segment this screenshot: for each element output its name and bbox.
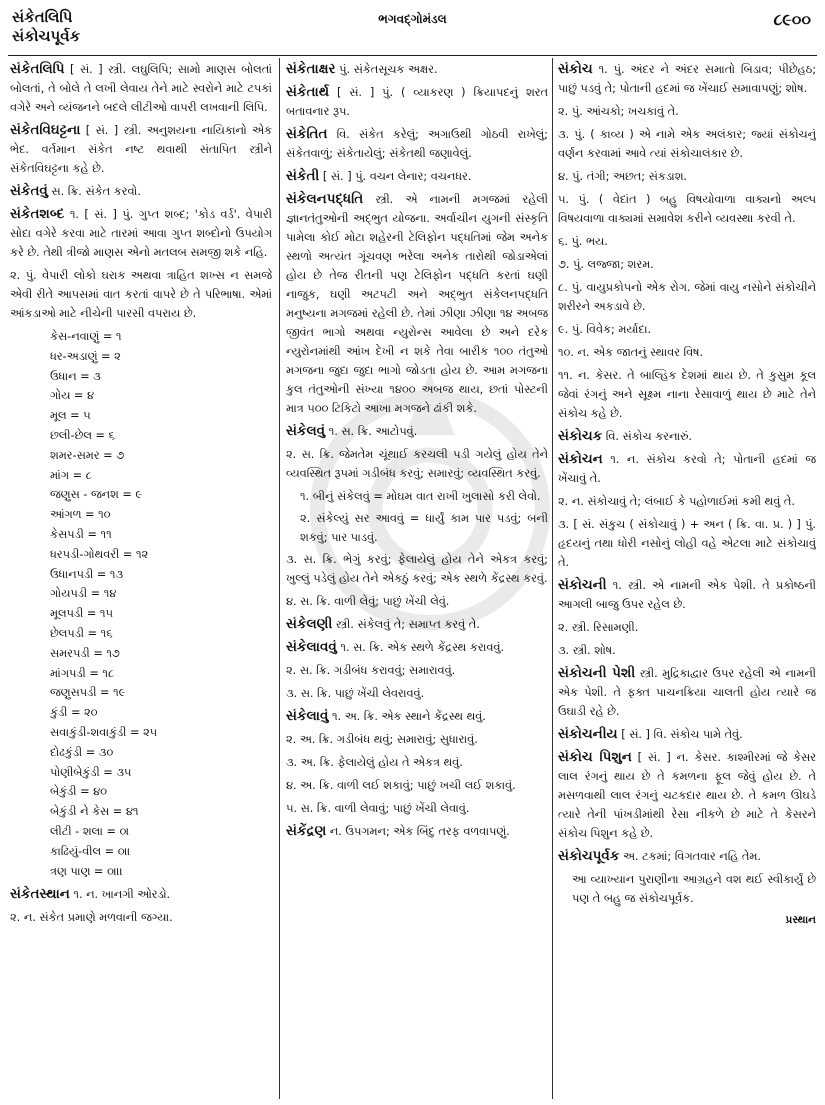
dictionary-entry [286, 190, 548, 418]
definition-text: ૬. પું. ભય. [558, 235, 608, 248]
table-row: કેસપડી = ૧૧ [50, 527, 112, 541]
headword: સંકોચનીય [558, 726, 618, 742]
header-rule [8, 55, 817, 56]
headword: સંકેતસ્થાન [10, 886, 70, 903]
definition-text: [ સં. ] સ્ત્રી. લઘુલિપિ; સામો માણસ બોલતાં બોલતાં, તે બોલે તે લખી લેવાય તેને માટે સ્વરોને માટે ટપકાં વગેરે અને વ્યંજનને બદલે લીટીઓ વાપરી લખવાની લિપિ. [10, 63, 272, 114]
dictionary-entry [558, 450, 816, 488]
definition-text: ૩. સ્ત્રી. શોષ. [558, 644, 616, 657]
definition-text: ૪. પું. તંગી; અછત; સંકડાશ. [558, 170, 687, 183]
definition-text: ૩. અ. ક્રિ. ફેલાયેલું હોય તે એકત્ર થવું. [286, 756, 463, 769]
headword: સંકેતલિપિ [10, 61, 65, 77]
dictionary-entry [558, 167, 816, 186]
table-row: મૂલ = ૫ [50, 409, 91, 423]
dictionary-entry [558, 255, 816, 274]
table-row: કુંડી = ૨૦ [50, 706, 98, 720]
headword: સંકેતાક્ષર [286, 61, 336, 77]
headword: સંકોચની [558, 577, 607, 593]
table-row: છેલપડી = ૧૬ [50, 626, 113, 640]
table-row: ઉધાન = ૩ [50, 369, 101, 383]
column-2 [286, 60, 548, 1097]
dictionary-entry [286, 707, 548, 726]
dictionary-entry [558, 748, 816, 843]
dictionary-entry [558, 232, 816, 251]
table-row: માંગ = ૮ [50, 468, 92, 482]
definition-text: ૫. પું. ( વેદાંત ) બહુ વિષયોવાળા વાક્યનો અલ્પ વિષયવાળા વાક્યમાં સમાવેશ કરીને વ્યવસ્થા કરવી તે. [558, 193, 816, 225]
dictionary-entry [286, 445, 548, 483]
headword: સંકેલનપદ્ધતિ [286, 191, 364, 207]
dictionary-entry [558, 618, 816, 637]
definition-text: ૨. સ્ત્રી. રિસામણી. [558, 621, 639, 634]
definition-text: ૧. ન. ખાનગી ઓરડો. [73, 888, 171, 902]
headword: સંકોચક [558, 428, 603, 444]
definition-text: ૨. ન. સંકેત પ્રમાણે મળવાની જગ્યા. [10, 911, 173, 925]
definition-text: સ્ત્રી. એ નામની મગજમાં રહેલી જ્ઞાનતંતુઓની અદ્ભુત યોજના. અર્વાચીન યુગની સંસ્કૃતિ પામેલા કોઈ મોટા શહેરની ટેલિફોન પદ્ધતિમાં જેમ અનેક સ્થળો અત્યંત ગૂંચવણ ભરેલા અનેક તારોથી જોડાએલાં હોય છે તેજ રીતની પણ ટેલિફોન પદ્ધતિ કરતાં ઘણી નાજુક, ઘણી અટપટી અને અદ્ભુત સંકેલનપદ્ધતિ મનુષ્યના મગજમાં રહેલી છે. તેમાં ઝીણા ઝીણા ૧૪ અબજ જીવંત ભાગો અથવા ન્યુરોન્સ આવેલા છે અને દરેક ન્યુરોનમાંથી આંખ દેખી ન શકે તેવા બારીક ૧૦૦ તંતુઓ મગજના જુદા જુદા ભાગો જોડતા હોય છે. આમ મગજના કુલ તંતુઓની સંખ્યા ૧૪૦૦ અબજ થાય, છતાં પોસ્ટની માત્ર ૫૦૦ ટિકિટો આખા મગજને ઢાંકી શકે. [286, 193, 548, 415]
table-row: જણુસપડી = ૧૯ [50, 686, 126, 700]
table-row: ઉધાનપડી = ૧૩ [50, 567, 123, 581]
dictionary-entry [558, 515, 816, 572]
definition-text: સ. ક્રિ. સંકેત કરવો. [51, 185, 141, 198]
definition-text: સ્ત્રી. મુદ્રિકાદ્વાર ઉપર રહેલી એ નામની એક પેશી. તે ફક્ત પાચનક્રિયા ચાલતી હોય ત્યારે જ ઉઘાડી રહે છે. [558, 667, 816, 718]
headword: સંકોચપૂર્વક [558, 848, 620, 864]
dictionary-entry [558, 847, 816, 866]
dictionary-entry [558, 60, 816, 98]
dictionary-entry [286, 422, 548, 441]
dictionary-entry [558, 278, 816, 316]
definition-text: ૧. બીનું સંકેલવું = મોઘમ વાત રાખી ખુલાસો કરી લેવો. [300, 490, 541, 503]
definition-text: ૧૦. ન. એક જાતનું સ્થાવર વિષ. [558, 346, 704, 359]
table-row: માંગપડી = ૧૮ [50, 666, 115, 680]
table-row: કેસ-નવાણું = ૧ [50, 330, 122, 343]
dictionary-entry [286, 776, 548, 795]
dictionary-entry [286, 799, 548, 818]
headword: સંકેલવું [286, 423, 326, 439]
headword: સંકેતવિઘટ્ટના [10, 122, 81, 138]
dictionary-entry [300, 487, 548, 506]
table-row: બેકુંડી = ૪૦ [50, 785, 107, 799]
definition-text: ૨. સ. ક્રિ. જેમતેમ ચૂંથાઈ કરચલી પડી ગયેલું હોય તેને વ્યવસ્થિત રૂપમાં ગડીબંધ કરવું; સમારવું; વ્યવસ્થિત કરવું. [286, 448, 548, 480]
definition-text: [ સં. ] પું. ( વ્યાકરણ ) ક્રિયાપદનું શરત બતાવનાર રૂપ. [286, 86, 548, 118]
dictionary-entry [10, 121, 272, 178]
dictionary-entry [558, 190, 816, 228]
source-citation: પ્રસ્થાન [785, 914, 816, 926]
table-row: શમર-સમર = ૭ [50, 448, 125, 462]
definition-text: ૧. અ. ક્રિ. એક સ્થાને કેંદ્રસ્થ થવું. [331, 710, 486, 723]
dictionary-entry [10, 908, 272, 927]
headword: સંકેતશબ્દ [10, 206, 65, 222]
definition-text: ૧. સ. ક્રિ. એક સ્થળે કેંદ્રસ્થ કરાવવું. [340, 641, 505, 654]
definition-text: ૧. [ સં. ] પું. ગુપ્ત શબ્દ; 'કોડ વર્ડ'. વેપારી સોદા વગેરે કરવા માટે તારમાં આવા ગુપ્ત શબ્દોનો ઉપયોગ કરે છે. તેથી ત્રીજો માણસ એનો મતલબ સમજી શકે નહિ. [10, 208, 272, 259]
definition-text: ૨. પું. આંચકો; ખચકાવું તે. [558, 105, 679, 118]
definition-text: ન. ઉપગમન; એક બિંદુ તરફ વળવાપણું. [329, 825, 510, 838]
definition-text: ૧. સ. ક્રિ. આટોપવું. [328, 425, 418, 438]
table-row: ત્રણ પાણ = ૦॥। [50, 864, 123, 878]
table-row: ગોય = ૪ [50, 389, 94, 403]
dictionary-entry [300, 509, 548, 547]
dictionary-entry [558, 664, 816, 721]
dictionary-entry [286, 684, 548, 703]
column-divider-2 [552, 58, 553, 1099]
dictionary-entry [286, 592, 548, 611]
dictionary-entry [558, 427, 816, 446]
definition-text: ૫. સ. ક્રિ. વાળી લેવાવું; પાછું ખેંચી લેવાવું. [286, 802, 470, 815]
dictionary-entry [558, 125, 816, 163]
headword: સંકેલાવું [286, 708, 329, 724]
dictionary-entry [10, 205, 272, 262]
definition-text: [ સં. ] પું. વચન લેનાર; વચનધર. [322, 170, 472, 183]
headword: સંકેતાર્થ [286, 84, 330, 100]
definition-text: વિ. સંકેત કરેલું; અગાઉથી ગોઠવી રાખેલું; સંકેતવાળું; સંકેતાયેલું; સંકેતથી જણાવેલું. [286, 128, 548, 160]
headword: સંકેંદ્રણ [286, 823, 327, 839]
definition-text: ૧. પું. અંદર ને અંદર સમાતો બિડાવ; પીછેહઠ; પાછું પડવું તે; પોતાની હદમાં જ ખેંચાઈ સમાવાપણું; શોષ. [558, 63, 816, 95]
table-row: જણુસ - જનશ = ૯ [50, 488, 143, 502]
definition-text: ૨. સંકેલ્યું સર આવવું = ધાર્યું કામ પાર પડવું; બની શકવું; પાર પાડવું. [300, 512, 548, 544]
table-row: ગોયપડી = ૧૪ [50, 587, 117, 601]
guide-word-first: સંકેતલિપિ [12, 8, 73, 26]
column-3 [558, 60, 816, 1097]
running-title: ભગવદ્ગોમંડલ [378, 12, 447, 26]
definition-text: ૨. સ. ક્રિ. ગડીબંધ કરાવવું; સમારાવવું. [286, 664, 456, 677]
dictionary-entry [286, 822, 548, 841]
table-row: છલી-છેલ = ૬ [50, 428, 115, 442]
headword: સંકેલાવવું [286, 639, 337, 655]
table-row: સવાકુંડી-શવાકુંડી = ૨૫ [50, 725, 158, 739]
table-row: સમરપડી = ૧૭ [50, 646, 120, 660]
dictionary-entry [558, 102, 816, 121]
definition-text: આ વ્યાખ્યાન પુરાણીના આગ્રહને વશ થઈ સ્વીકાર્યું છે પણ તે બહુ જ સંકોચપૂર્વક. [572, 873, 816, 905]
table-row: ધર-અડાણું = ૨ [50, 349, 121, 363]
definition-text: ૩. સ. ક્રિ. ભેગું કરવું; ફેલાયેલું હોય તેને એકત્ર કરવું; ખુલ્લું પડેલું હોય તેને એકઠું કરવું; એક સ્થળે કેંદ્રસ્થ કરવું. [286, 553, 548, 585]
headword: સંકેતી [286, 168, 320, 184]
dictionary-entry [286, 638, 548, 657]
dictionary-entry [286, 730, 548, 749]
guide-word-last: સંકોચપૂર્વક [12, 27, 81, 45]
table-row: પોણીબેકુંડી = ૩૫ [50, 765, 132, 779]
dictionary-entry [10, 182, 272, 201]
dictionary-entry [286, 125, 548, 163]
dictionary-entry [558, 492, 816, 511]
headword: સંકેતિત [286, 126, 328, 142]
headword: સંકોચન [558, 451, 603, 467]
dictionary-entry [10, 266, 272, 323]
definition-text: [ સં. ] સ્ત્રી. અનુશયના નાયિકાનો એક ભેદ. વર્તમાન સંકેત નષ્ટ થવાથી સંતાપિત સ્ત્રીને સંકેતવિઘટ્ટના કહે છે. [10, 124, 272, 175]
definition-text: ૪. અ. ક્રિ. વાળી લઈ શકાવું; પાછું ખચી લઈ શકાવું. [286, 779, 516, 792]
table-row: કાઢિયું-વીલ = ૦॥ [50, 844, 131, 858]
table-row: મૂલપડી = ૧૫ [50, 607, 113, 621]
headword: સંકોચની પેશી [558, 665, 636, 681]
column-1 [10, 60, 272, 1097]
dictionary-entry [558, 725, 816, 744]
definition-text: ૨. અ. ક્રિ. ગડીબંધ થવું; સમારાવું; સુધારાવું. [286, 733, 478, 746]
dictionary-entry [286, 661, 548, 680]
definition-text: ૨. પું. વેપારી લોકો ઘરાક અથવા ત્રાહિત શખ્સ ન સમજે એવી રીતે આપસમાં વાત કરતાં વાપરે છે તે પરિભાષા. એમાં આંકડાઓ માટે નીચેની પારસી વપરાય છે. [10, 269, 272, 320]
definition-text: ૯. પું. વિવેક; મર્યાદા. [558, 323, 652, 336]
definition-text: ૮. પું. વાયુપ્રકોપનો એક રોગ. જેમાં વાયુ નસોને સંકોચીને શરીરને અકડાવે છે. [558, 281, 816, 313]
table-row: આંગળ = ૧૦ [50, 508, 111, 522]
page-number: ૮૯૦૦ [773, 10, 811, 29]
dictionary-entry [10, 60, 272, 117]
definition-text: ૧૧. ન. કેસર. તે બાલ્હિક દેશમાં થાય છે. તે કુસુમ કૂલ જેવાં રંગનું અને સૂક્ષ્મ નાના રેસાવાળું થાય છે માટે તેને સંકોચ કહે છે. [558, 369, 816, 420]
dictionary-entry [572, 870, 816, 908]
column-divider-1 [279, 58, 280, 1099]
definition-text: ૩. સ. ક્રિ. પાછું ખેંચી લેવરાવવું. [286, 687, 425, 700]
table-row: દોઢકુંડી = ૩૦ [50, 745, 114, 759]
definition-text: વિ. સંકોચ કરનારું. [605, 430, 693, 443]
definition-text: ૧. સ્ત્રી. એ નામની એક પેશી. તે પ્રકોષ્ઠની આગલી બાજુ ઉપર રહેલ છે. [558, 579, 816, 611]
numeral-code-table [50, 327, 272, 881]
definition-text: ૨. ન. સંકોચાવું તે; લંબાઈ કે પહોળાઈમાં કમી થવું તે. [558, 495, 795, 508]
dictionary-entry [286, 615, 548, 634]
definition-text: ૩. પું. ( કાવ્ય ) એ નામે એક અલંકાર; જ્યાં સંકોચનું વર્ણન કરવામાં આવે ત્યાં સંકોચાલંકાર છે. [558, 128, 816, 160]
definition-text: ૪. સ. ક્રિ. વાળી લેવું; પાછું ખેંચી લેવું. [286, 595, 450, 608]
headword: સંકોચ [558, 61, 593, 77]
definition-text: સ્ત્રી. સંકેલવું તે; સમાપ્ત કરવું તે. [335, 618, 480, 631]
dictionary-entry [558, 343, 816, 362]
dictionary-entry [286, 753, 548, 772]
dictionary-entry [286, 83, 548, 121]
headword: સંકેતવું [10, 183, 48, 199]
dictionary-entry [286, 167, 548, 186]
definition-text: ૧. ન. સંકોચ કરવો તે; પોતાની હદમાં જ ખેંચાવું તે. [558, 453, 816, 485]
dictionary-entry [286, 60, 548, 79]
headword: સંકોચ પિશુન [558, 749, 632, 765]
definition-text: ૭. પું. લજ્જા; શરમ. [558, 258, 654, 271]
definition-text: [ સં. ] વિ. સંકોચ પામે તેવું. [621, 728, 743, 741]
definition-text: પું. સંકેતસૂચક અક્ષર. [339, 63, 438, 76]
table-row: લીટી - શલા = ૦। [50, 824, 130, 838]
table-row: ધરપડી-ગોથવરી = ૧૨ [50, 547, 149, 561]
dictionary-entry [558, 641, 816, 660]
definition-text: અ. ટકમાં; વિગતવાર નહિ તેમ. [622, 850, 761, 863]
definition-text: ૩. [ સં. સંકુચ ( સંકોચાવું ) + અન ( ક્રિ. વા. પ્ર. ) ] પું. હૃદયનું તથા ધોરી નસોનું લોહી વહે એટલા માટે સંકોચાવું તે. [558, 518, 816, 569]
table-row: બેકુંડી ને કેસ = ૪૧ [50, 805, 139, 819]
definition-text: [ સં. ] ન. કેસર. કાશ્મીરમાં જે કેસર લાલ રંગનું થાય છે તે કમળના ફૂલ જેવું હોય છે. તે મસળવાથી લાલ રંગનું ચટકદાર થાય છે. તે કમળ ઊઘડે ત્યારે તેની પાંખડીમાંથી રેસા નીકળે છે માટે તે કેસરને સંકોચ પિશુન કહે છે. [558, 751, 816, 840]
headword: સંકેલણી [286, 616, 333, 632]
dictionary-entry [558, 576, 816, 614]
dictionary-entry [558, 366, 816, 423]
dictionary-entry [10, 885, 272, 904]
dictionary-entry [558, 320, 816, 339]
dictionary-entry [286, 550, 548, 588]
